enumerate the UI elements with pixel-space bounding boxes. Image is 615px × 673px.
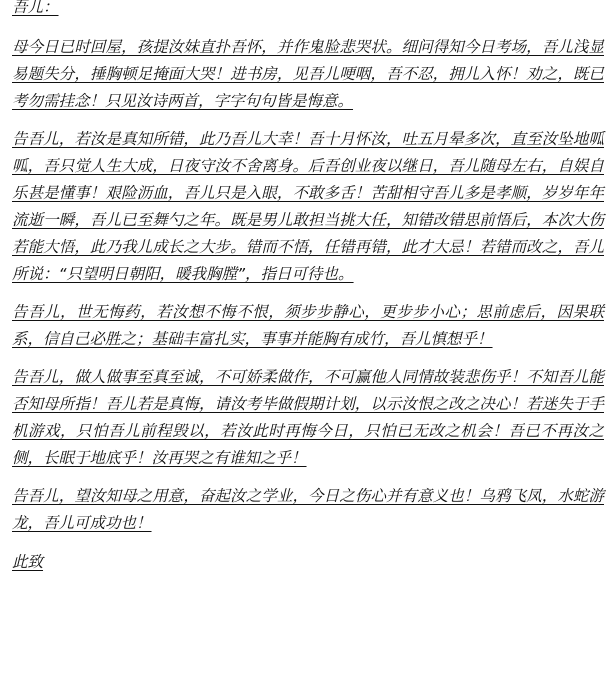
letter-document: [12, 0, 604, 573]
paragraph-2: 告吾儿，若汝是真知所错，此乃吾儿大幸！吾十月怀汝，吐五月晕多次，直至汝坠地呱呱，吾只觉人生大成，日夜守汝不舍离身。后吾创业夜以继日，吾儿随母左右，自娱自乐甚是懂事！艰险沥血，吾儿只是入眼，不敢多舌！苦甜相守吾儿多是孝顺，岁岁年年流逝一瞬，吾儿已至舞勺之年。既是男儿敢担当挑大任，知错改错思前悟后，本次大伤若能大悟，此乃我儿成长之大步。错而不悟，任错再错，此才大忌！若错而改之，吾儿所说：“只望明日朝阳，暖我胸膛”，指日可待也。: [12, 130, 604, 283]
spacer: [12, 472, 604, 483]
paragraph-3: 告吾儿，世无悔药，若汝想不悔不恨，须步步静心，更步步小心；思前虑后，因果联系，信自己必胜之；基础丰富扎实，事事并能胸有成竹，吾儿慎想乎！: [12, 303, 604, 348]
spacer: [12, 353, 604, 364]
spacer: [12, 115, 604, 126]
letter-closing: 此致: [12, 553, 44, 571]
paragraph-4: 告吾儿，做人做事至真至诚，不可娇柔做作，不可赢他人同情故装悲伤乎！不知吾儿能否知母所指！吾儿若是真悔，请汝考毕做假期计划，以示汝恨之改之决心！若迷失于手机游戏，只怕吾儿前程毁以，若汝此时再悔今日，只怕已无改之机会！吾已不再汝之侧，长眠于地底乎！汝再哭之有谁知之乎！: [12, 368, 604, 467]
spacer: [12, 288, 604, 299]
paragraph-1: 母今日已时回屋，孩提汝妹直扑吾怀，并作鬼脸悲哭状。细问得知今日考场，吾儿浅显易题失分，捶胸顿足掩面大哭！进书房，见吾儿哽咽，吾不忍，拥儿入怀！劝之，既已考勿需挂念！只见汝诗两首，字字句句皆是悔意。: [12, 38, 604, 110]
paragraph-5: 告吾儿，望汝知母之用意，奋起汝之学业，今日之伤心并有意义也！乌鸦飞凤，水蛇游龙，吾儿可成功也！: [12, 487, 604, 532]
spacer: [12, 18, 604, 34]
letter-salutation: 吾儿：: [12, 0, 59, 16]
